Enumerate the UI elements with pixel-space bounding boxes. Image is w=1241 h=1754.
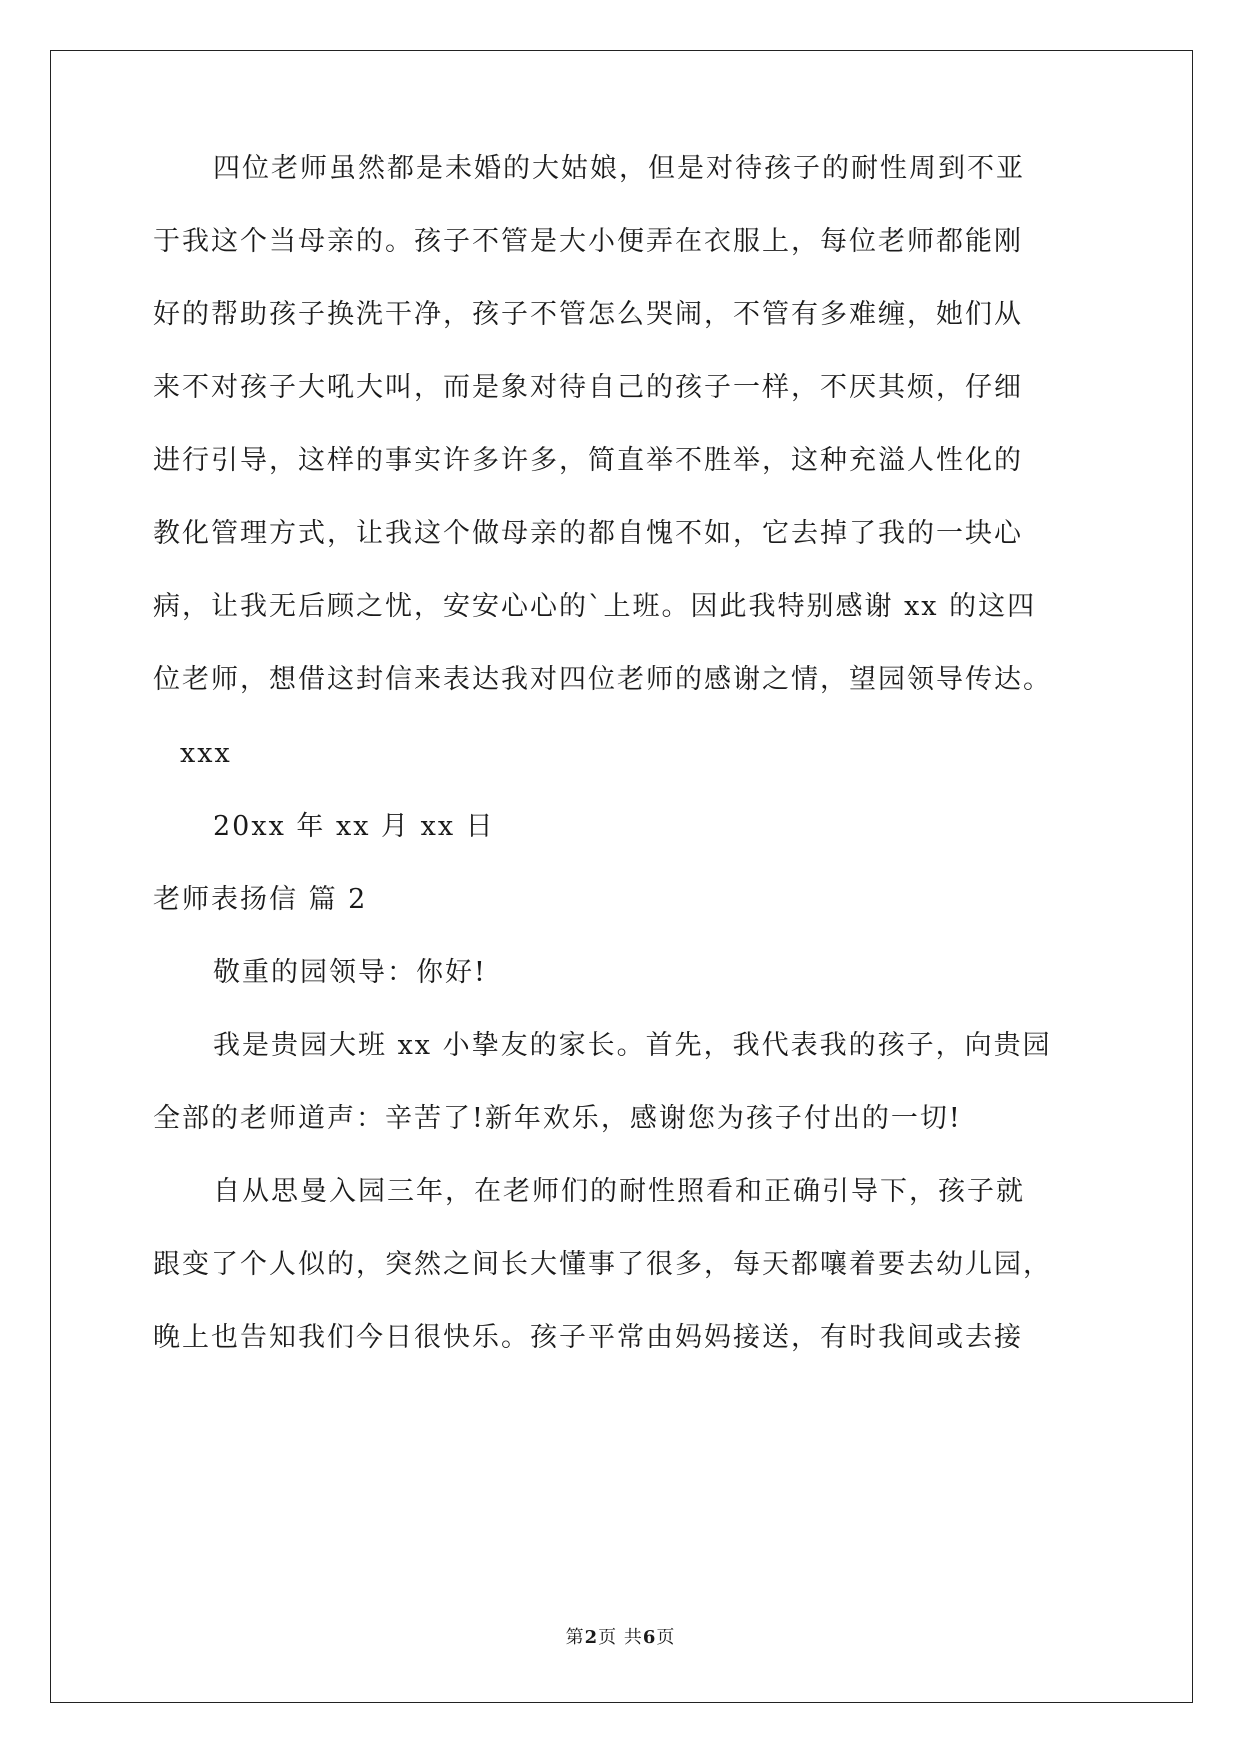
paragraph-line: 于我这个当母亲的。孩子不管是大小便弄在衣服上，每位老师都能刚 bbox=[153, 226, 1023, 257]
signature: xxx bbox=[180, 738, 232, 769]
date: 20xx 年 xx 月 xx 日 bbox=[213, 811, 495, 842]
paragraph-line: 进行引导，这样的事实许多许多，简直举不胜举，这种充溢人性化的 bbox=[153, 445, 1023, 476]
paragraph-line: 全部的老师道声：辛苦了!新年欢乐，感谢您为孩子付出的一切! bbox=[153, 1103, 962, 1134]
page-current: 2 bbox=[584, 1627, 599, 1648]
page-total: 6 bbox=[642, 1627, 657, 1648]
section-title: 老师表扬信 篇 2 bbox=[153, 884, 368, 915]
paragraph-line: 四位老师虽然都是未婚的大姑娘，但是对待孩子的耐性周到不亚 bbox=[213, 153, 1025, 184]
paragraph-line: 好的帮助孩子换洗干净，孩子不管怎么哭闹，不管有多难缠，她们从 bbox=[153, 299, 1023, 330]
footer-suffix: 页 bbox=[656, 1627, 676, 1648]
page-footer bbox=[0, 1626, 1241, 1650]
paragraph-line: 我是贵园大班 xx 小挚友的家长。首先，我代表我的孩子，向贵园 bbox=[213, 1030, 1052, 1061]
footer-mid: 页 共 bbox=[598, 1627, 643, 1648]
paragraph-line: 跟变了个人似的，突然之间长大懂事了很多，每天都嚷着要去幼儿园， bbox=[153, 1249, 1052, 1280]
footer-prefix: 第 bbox=[565, 1627, 585, 1648]
paragraph-line: 位老师，想借这封信来表达我对四位老师的感谢之情，望园领导传达。 bbox=[153, 664, 1052, 695]
paragraph-line: 病，让我无后顾之忧，安安心心的`上班。因此我特别感谢 xx 的这四 bbox=[153, 591, 1037, 622]
greeting: 敬重的园领导：你好! bbox=[213, 957, 487, 988]
paragraph-line: 教化管理方式，让我这个做母亲的都自愧不如，它去掉了我的一块心 bbox=[153, 518, 1023, 549]
paragraph-line: 自从思曼入园三年，在老师们的耐性照看和正确引导下，孩子就 bbox=[213, 1176, 1025, 1207]
paragraph-line: 来不对孩子大吼大叫，而是象对待自己的孩子一样，不厌其烦，仔细 bbox=[153, 372, 1023, 403]
paragraph-line: 晚上也告知我们今日很快乐。孩子平常由妈妈接送，有时我间或去接 bbox=[153, 1322, 1023, 1353]
